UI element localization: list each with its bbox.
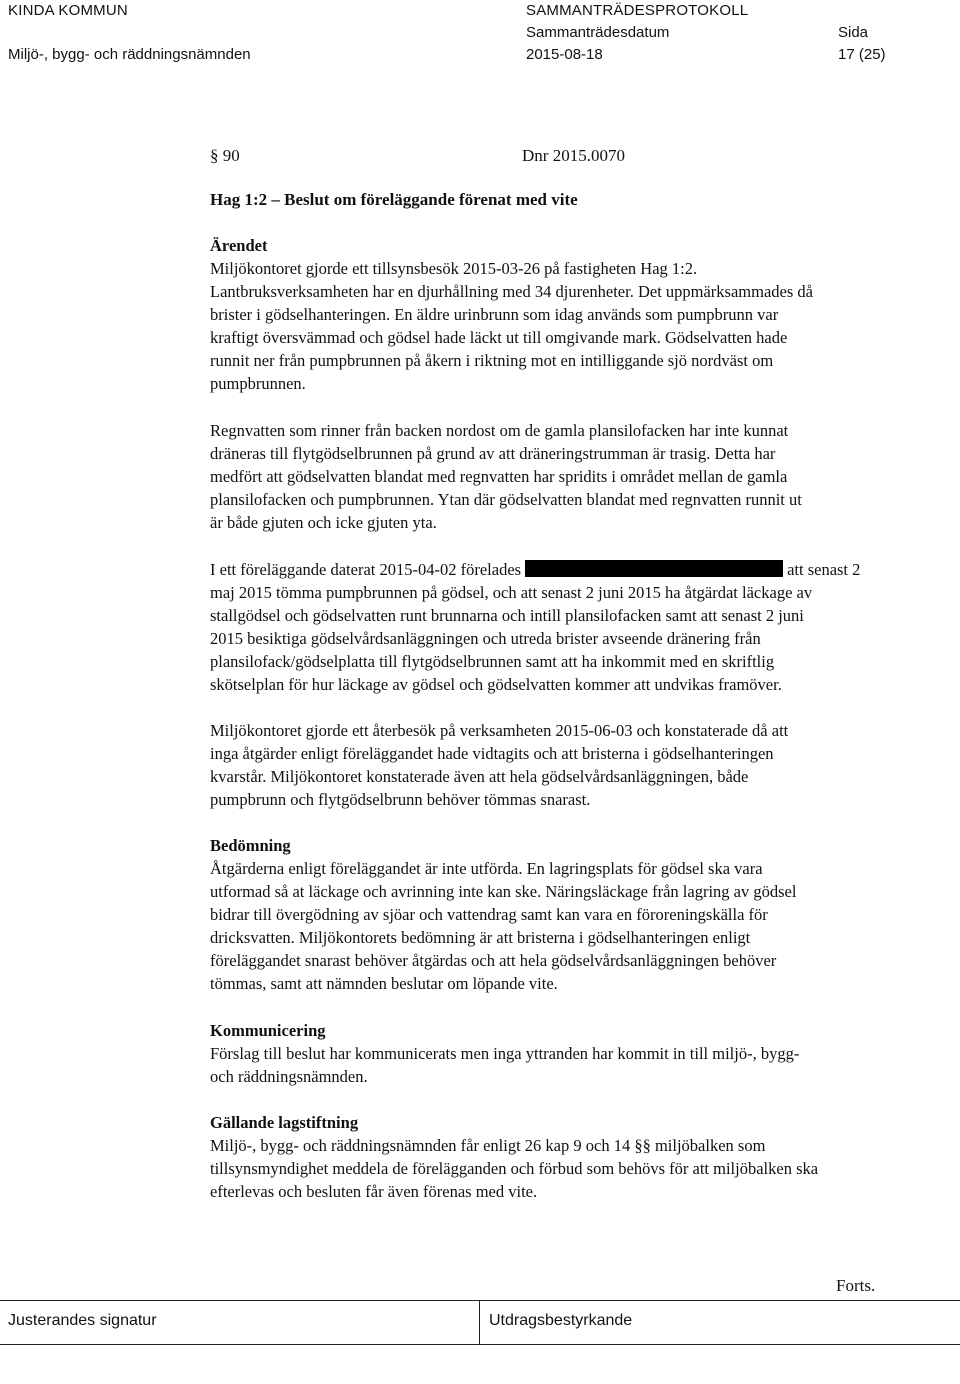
meeting-date-label: Sammanträdesdatum	[526, 24, 670, 41]
paragraph-line: Förslag till beslut har kommunicerats men inga yttranden har kommit in till miljö-, bygg-	[210, 1044, 800, 1063]
arendet-line: brister i gödselhanteringen. En äldre urinbrunn som idag används som pumpbrunn var	[210, 305, 779, 324]
injunction-paragraph	[210, 558, 950, 696]
continued-marker: Forts.	[836, 1276, 876, 1295]
paragraph-line: Regnvatten som rinner från backen nordost om de gamla plansilofacken har inte kunnat	[210, 421, 789, 440]
org-name: KINDA KOMMUN	[8, 2, 128, 19]
kommunicering-section	[210, 1019, 950, 1088]
paragraph-line: föreläggandet snarast behöver åtgärdas och att hela gödselvårdsanläggningen behöver	[210, 951, 777, 970]
lagstiftning-heading: Gällande lagstiftning	[210, 1113, 359, 1132]
paragraph-line: pumpbrunn och flytgödselbrunn behöver tömmas snarast.	[210, 790, 591, 809]
arendet-section	[210, 234, 950, 395]
section-signs: §§	[634, 1136, 651, 1155]
paragraph-line: utformad så at läckage och avrinning inte kan ske. Näringsläckage från lagring av gödsel	[210, 882, 797, 901]
case-title: Hag 1:2 – Beslut om föreläggande förenat med vite	[210, 190, 578, 209]
paragraph-line: tillsynsmyndighet meddela de förelägganden och förbud som behövs för att miljöbalken ska	[210, 1159, 819, 1178]
paragraph-line: Åtgärderna enligt föreläggandet är inte utförda. En lagringsplats för gödsel ska vara	[210, 859, 763, 878]
line-text-after: att senast 2	[787, 560, 861, 579]
paragraph-line: dricksvatten. Miljökontorets bedömning är att bristerna i gödselhanteringen enligt	[210, 928, 751, 947]
arendet-line: kraftigt översvämmad och gödsel hade läckt ut till omgivande mark. Gödselvatten hade	[210, 328, 788, 347]
paragraph-line: dräneras till flytgödselbrunnen på grund av att dräneringstrumman är trasig. Detta har	[210, 444, 776, 463]
section-number	[210, 144, 240, 167]
footer-bottom-rule	[0, 1344, 960, 1345]
line-text-before: Miljö-, bygg- och räddningsnämnden får enligt 26 kap 9 och 14	[210, 1136, 631, 1155]
board-name: Miljö-, bygg- och räddningsnämnden	[8, 46, 251, 63]
paragraph-line: 2015 besiktiga gödselvårdsanläggningen och utreda brister avseende dränering från	[210, 629, 761, 648]
arendet-line: runnit ner från pumpbrunnen på åkern i riktning mot en intilliggande sjö nordväst om	[210, 351, 774, 370]
lagstiftning-section	[210, 1111, 950, 1203]
arendet-line: pumpbrunnen.	[210, 374, 306, 393]
paragraph-line: plansilofack/gödselplatta till flytgödselbrunnen samt att ha inkommit med en skriftlig	[210, 652, 775, 671]
arendet-line: Miljökontoret gjorde ett tillsynsbesök 2015-03-26 på fastigheten Hag 1:2.	[210, 259, 698, 278]
paragraph-line: kvarstår. Miljökontoret konstaterade även att hela gödselvårdsanläggningen, både	[210, 767, 749, 786]
page-label: Sida	[838, 24, 869, 41]
paragraph-line: inga åtgärder enligt föreläggandet hade vidtagits och att bristerna i gödselhanteringen	[210, 744, 774, 763]
redaction-bar	[525, 560, 783, 577]
line-text-after: miljöbalken som	[654, 1136, 766, 1155]
bedomning-heading: Bedömning	[210, 836, 291, 855]
section-sign: §	[210, 146, 219, 165]
signature-label: Justerandes signatur	[8, 1312, 157, 1329]
paragraph-line: tömmas, samt att nämnden beslutar om löpande vite.	[210, 974, 558, 993]
document-type: SAMMANTRÄDESPROTOKOLL	[526, 2, 749, 19]
bedomning-section	[210, 834, 950, 995]
line-text-before: I ett föreläggande daterat 2015-04-02 förelades	[210, 560, 522, 579]
paragraph-line	[210, 1134, 950, 1157]
paragraph-line: Miljökontoret gjorde ett återbesök på verksamheten 2015-06-03 och konstaterade då att	[210, 721, 789, 740]
paragraph-line: maj 2015 tömma pumpbrunnen på gödsel, och att senast 2 juni 2015 ha åtgärdat läckage av	[210, 583, 813, 602]
paragraph-line: och räddningsnämnden.	[210, 1067, 368, 1086]
drainage-paragraph	[210, 419, 950, 534]
kommunicering-heading: Kommunicering	[210, 1021, 326, 1040]
case-dnr: Dnr 2015.0070	[522, 146, 625, 165]
revisit-paragraph	[210, 719, 950, 811]
arendet-heading: Ärendet	[210, 236, 268, 255]
arendet-line: Lantbruksverksamheten har en djurhållning med 34 djurenheter. Det uppmärksammades då	[210, 282, 813, 301]
section-value: 90	[222, 146, 240, 165]
paragraph-line: plansilofacken och pumpbrunnen. Ytan där gödselvatten blandat med regnvatten runnit ut	[210, 490, 802, 509]
paragraph-line: stallgödsel och gödselvatten runt brunnarna och intill plansilofacken samt att senast 2 juni	[210, 606, 804, 625]
paragraph-line: skötselplan för hur läckage av gödsel och gödselvatten kommer att undvikas framöver.	[210, 675, 782, 694]
excerpt-label: Utdragsbestyrkande	[489, 1312, 633, 1329]
paragraph-line: medfört att gödselvatten blandat med regnvatten har spridits i området mellan de gamla	[210, 467, 788, 486]
meeting-date-value: 2015-08-18	[526, 46, 603, 63]
page-number: 17 (25)	[838, 46, 886, 63]
paragraph-line: är både gjuten och icke gjuten yta.	[210, 513, 437, 532]
paragraph-line: efterlevas och besluten får även förenas med vite.	[210, 1182, 538, 1201]
paragraph-line-redacted	[210, 558, 950, 581]
paragraph-line: bidrar till övergödning av sjöar och vattendrag samt kan vara en föroreningskälla för	[210, 905, 768, 924]
